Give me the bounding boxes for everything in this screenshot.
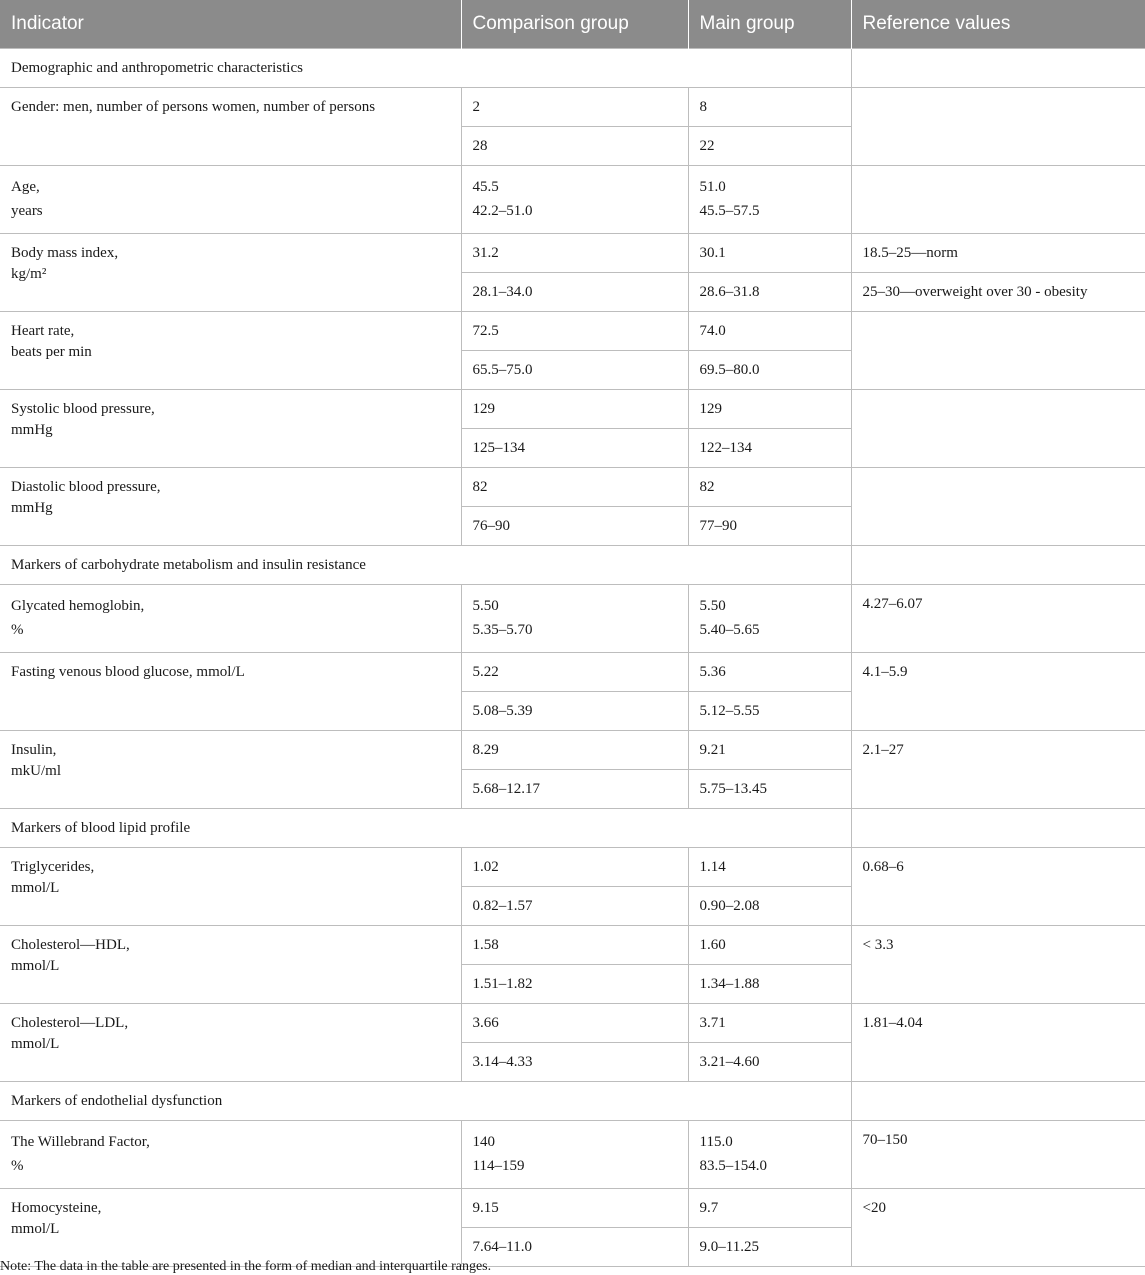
main-value: 0.90–2.08	[688, 887, 851, 926]
main-value: 9.7	[688, 1189, 851, 1228]
comparison-value: 82	[461, 468, 688, 507]
comparison-value: 3.66	[461, 1004, 688, 1043]
table-row	[0, 88, 1145, 127]
indicator-insulin: Insulin, mkU/ml	[0, 731, 461, 809]
comparison-value: 28	[461, 127, 688, 166]
comparison-value: 1.58	[461, 926, 688, 965]
comparison-value: 31.2	[461, 234, 688, 273]
indicator-glycated-hemoglobin: Glycated hemoglobin, %	[0, 585, 461, 653]
reference-value: 70–150	[851, 1121, 1145, 1189]
empty-cell	[851, 809, 1145, 848]
main-value: 1.60	[688, 926, 851, 965]
reference-value: 0.68–6	[851, 848, 1145, 926]
reference-value	[851, 468, 1145, 546]
main-value: 22	[688, 127, 851, 166]
main-value: 82	[688, 468, 851, 507]
section-row	[0, 49, 1145, 88]
empty-cell	[851, 49, 1145, 88]
main-value: 3.71	[688, 1004, 851, 1043]
table-row	[0, 848, 1145, 887]
comparison-value: 2	[461, 88, 688, 127]
reference-value: 25–30—overweight over 30 - obesity	[851, 273, 1145, 312]
main-value: 1.14	[688, 848, 851, 887]
indicator-gender: Gender: men, number of persons women, number of persons	[0, 88, 461, 166]
table-row	[0, 390, 1145, 429]
comparison-value: 3.14–4.33	[461, 1043, 688, 1082]
main-value: 122–134	[688, 429, 851, 468]
comparison-value: 125–134	[461, 429, 688, 468]
main-value: 8	[688, 88, 851, 127]
reference-value: 4.27–6.07	[851, 585, 1145, 653]
table-row	[0, 926, 1145, 965]
main-value: 77–90	[688, 507, 851, 546]
table-row	[0, 234, 1145, 273]
section-row	[0, 1082, 1145, 1121]
main-value: 69.5–80.0	[688, 351, 851, 390]
main-value: 74.0	[688, 312, 851, 351]
main-value: 115.0 83.5–154.0	[688, 1121, 851, 1189]
comparison-value: 5.68–12.17	[461, 770, 688, 809]
indicator-hdl: Cholesterol—HDL, mmol/L	[0, 926, 461, 1004]
reference-value	[851, 88, 1145, 166]
comparison-value: 8.29	[461, 731, 688, 770]
section-row	[0, 546, 1145, 585]
table-row	[0, 731, 1145, 770]
comparison-value: 9.15	[461, 1189, 688, 1228]
comparison-value: 28.1–34.0	[461, 273, 688, 312]
indicator-homocysteine: Homocysteine, mmol/L	[0, 1189, 461, 1267]
main-value: 9.0–11.25	[688, 1228, 851, 1267]
indicator-glucose: Fasting venous blood glucose, mmol/L	[0, 653, 461, 731]
empty-cell	[851, 546, 1145, 585]
reference-value	[851, 390, 1145, 468]
comparison-value: 5.08–5.39	[461, 692, 688, 731]
section-title: Markers of blood lipid profile	[0, 809, 851, 848]
comparison-value: 129	[461, 390, 688, 429]
main-value: 5.36	[688, 653, 851, 692]
header-main-group: Main group	[688, 0, 851, 49]
reference-value	[851, 166, 1145, 234]
comparison-value: 7.64–11.0	[461, 1228, 688, 1267]
main-value: 3.21–4.60	[688, 1043, 851, 1082]
main-value: 5.50 5.40–5.65	[688, 585, 851, 653]
main-value: 129	[688, 390, 851, 429]
comparison-value: 1.51–1.82	[461, 965, 688, 1004]
main-value: 1.34–1.88	[688, 965, 851, 1004]
main-value: 9.21	[688, 731, 851, 770]
indicator-willebrand-factor: The Willebrand Factor, %	[0, 1121, 461, 1189]
indicator-bmi: Body mass index, kg/m²	[0, 234, 461, 312]
comparison-value: 45.5 42.2–51.0	[461, 166, 688, 234]
reference-value: 18.5–25—norm	[851, 234, 1145, 273]
reference-value: <20	[851, 1189, 1145, 1267]
main-value: 51.0 45.5–57.5	[688, 166, 851, 234]
reference-value	[851, 312, 1145, 390]
table-row	[0, 1189, 1145, 1228]
indicator-triglycerides: Triglycerides, mmol/L	[0, 848, 461, 926]
table-header-row	[0, 0, 1145, 49]
comparison-value: 5.22	[461, 653, 688, 692]
main-value: 28.6–31.8	[688, 273, 851, 312]
main-value: 5.12–5.55	[688, 692, 851, 731]
comparison-value: 1.02	[461, 848, 688, 887]
section-title: Demographic and anthropometric characteristics	[0, 49, 851, 88]
comparison-value: 5.50 5.35–5.70	[461, 585, 688, 653]
indicator-diastolic: Diastolic blood pressure, mmHg	[0, 468, 461, 546]
comparison-value: 0.82–1.57	[461, 887, 688, 926]
main-value: 30.1	[688, 234, 851, 273]
table-row	[0, 166, 1145, 234]
header-indicator: Indicator	[0, 0, 461, 49]
reference-value: 1.81–4.04	[851, 1004, 1145, 1082]
main-value: 5.75–13.45	[688, 770, 851, 809]
comparison-value: 140 114–159	[461, 1121, 688, 1189]
table-row	[0, 585, 1145, 653]
comparison-value: 65.5–75.0	[461, 351, 688, 390]
reference-value: 4.1–5.9	[851, 653, 1145, 731]
table-note: Note: The data in the table are presented in the form of median and interquartile ranges.	[0, 1259, 492, 1274]
section-title: Markers of endothelial dysfunction	[0, 1082, 851, 1121]
indicator-age: Age, years	[0, 166, 461, 234]
table-row	[0, 468, 1145, 507]
indicator-heart-rate: Heart rate, beats per min	[0, 312, 461, 390]
header-reference-values: Reference values	[851, 0, 1145, 49]
table-row	[0, 653, 1145, 692]
section-title: Markers of carbohydrate metabolism and insulin resistance	[0, 546, 851, 585]
table-row	[0, 1004, 1145, 1043]
indicator-ldl: Cholesterol—LDL, mmol/L	[0, 1004, 461, 1082]
reference-value: 2.1–27	[851, 731, 1145, 809]
table-row	[0, 1121, 1145, 1189]
reference-value: < 3.3	[851, 926, 1145, 1004]
indicator-systolic: Systolic blood pressure, mmHg	[0, 390, 461, 468]
table-row	[0, 312, 1145, 351]
section-row	[0, 809, 1145, 848]
comparison-value: 76–90	[461, 507, 688, 546]
empty-cell	[851, 1082, 1145, 1121]
header-comparison-group: Comparison group	[461, 0, 688, 49]
comparison-value: 72.5	[461, 312, 688, 351]
